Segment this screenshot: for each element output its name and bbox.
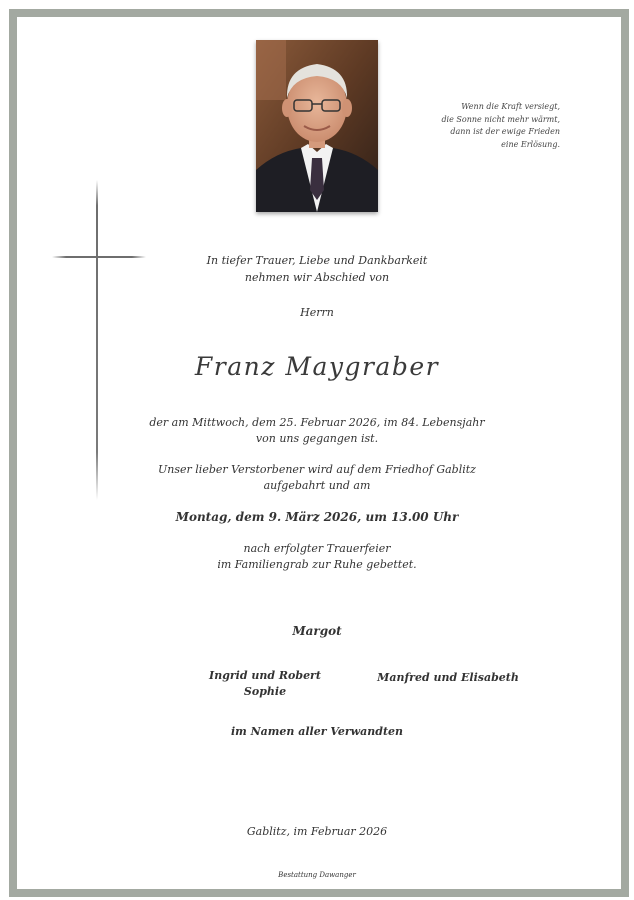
laid-out-line-2: aufgebahrt und am xyxy=(263,479,371,492)
mourner-family-left-line-1: Ingrid und Robert xyxy=(209,669,321,682)
deceased-name: Franz Maygraber xyxy=(194,352,440,381)
quote-block xyxy=(420,101,560,151)
funeral-date: Montag, dem 9. März 2026, um 13.00 Uhr xyxy=(175,510,459,524)
burial-line-1: nach erfolgter Trauerfeier xyxy=(243,542,391,555)
mourner-family-right: Manfred und Elisabeth xyxy=(377,671,519,684)
death-notice-line-1: der am Mittwoch, dem 25. Februar 2026, im 84. Lebensjahr xyxy=(149,416,485,429)
mourner-spouse: Margot xyxy=(292,624,342,638)
portrait-photo xyxy=(256,40,378,212)
quote-line: dann ist der ewige Frieden xyxy=(450,127,560,136)
mourner-family-left-line-2: Sophie xyxy=(243,685,287,698)
cross-vertical-bar xyxy=(96,180,98,500)
burial-line-2: im Familiengrab zur Ruhe gebettet. xyxy=(217,558,417,571)
place-date: Gablitz, im Februar 2026 xyxy=(246,825,388,838)
intro-line-1: In tiefer Trauer, Liebe und Dankbarkeit xyxy=(206,254,428,267)
quote-line: eine Erlösung. xyxy=(501,139,560,149)
intro-line-2: nehmen wir Abschied von xyxy=(244,271,390,284)
laid-out-line-1: Unser lieber Verstorbener wird auf dem Friedhof Gablitz xyxy=(158,463,476,476)
salutation: Herrn xyxy=(300,306,334,319)
quote-line: die Sonne nicht mehr wärmt, xyxy=(441,114,560,124)
mourner-family-left xyxy=(190,668,340,700)
death-notice-line-2: von uns gegangen ist. xyxy=(255,432,379,445)
quote-line: Wenn die Kraft versiegt, xyxy=(461,102,560,111)
undertaker-credit: Bestattung Dawanger xyxy=(278,871,356,879)
mourner-relatives: im Namen aller Verwandten xyxy=(230,725,404,738)
